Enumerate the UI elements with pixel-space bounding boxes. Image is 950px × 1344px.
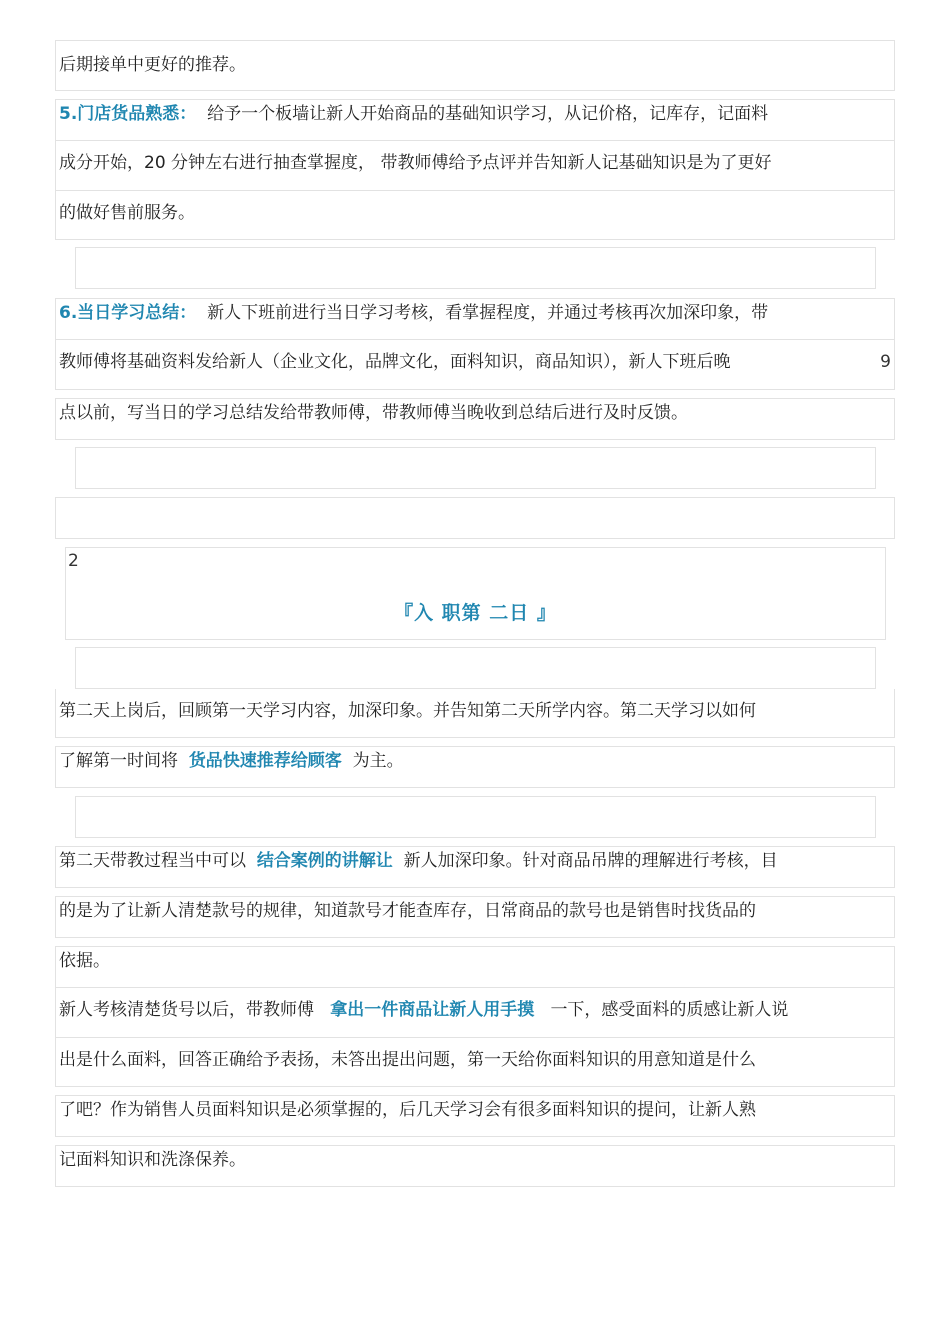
text-line [55,896,895,938]
line-text: 新人考核清楚货号以后，带教师傅 拿出一件商品让新人用手摸 一下，感受面料的质感让新人说 [59,1000,789,1020]
text-line [55,689,895,738]
text-line [55,398,895,440]
text-line [55,340,895,390]
text-line [55,298,895,340]
section-number: 2 [68,551,79,571]
text-line [55,746,895,788]
item-heading: 6.当日学习总结： [59,303,197,323]
line-text: 了吧？作为销售人员面料知识是必须掌握的，后几天学习会有很多面料知识的提问，让新人熟 [59,1100,756,1120]
item-heading: 5.门店货品熟悉： [59,104,197,124]
text-line [55,40,895,91]
line-text: 点以前，写当日的学习总结发给带教师傅，带教师傅当晚收到总结后进行及时反馈。 [59,403,688,423]
text-line [55,1145,895,1187]
text-line [55,191,895,240]
line-text: 出是什么面料，回答正确给予表扬，未答出提出问题，第一天给你面料知识的用意知道是什么 [59,1050,756,1070]
empty-line [55,497,895,539]
text-line [55,1095,895,1137]
line-text: 第二天带教过程当中可以 结合案例的讲解让 新人加深印象。针对商品吊牌的理解进行考核，目 [59,851,778,871]
text-line [55,946,895,988]
empty-line [75,647,876,689]
line-text: 6.当日学习总结： 新人下班前进行当日学习考核，看掌握程度，并通过考核再次加深印象，带 [59,303,769,323]
line-text: 记面料知识和洗涤保养。 [59,1150,246,1170]
line-text: 教师傅将基础资料发给新人（企业文化，品牌文化，面料知识，商品知识），新人下班后晚 [59,352,731,372]
highlight-text: 拿出一件商品让新人用手摸 [330,1000,535,1020]
text-line [55,988,895,1038]
line-text: 5.门店货品熟悉： 给予一个板墙让新人开始商品的基础知识学习，从记价格，记库存，记面料 [59,104,769,124]
line-text: 了解第一时间将 货品快速推荐给顾客 为主。 [59,751,404,771]
empty-line [75,447,876,489]
highlight-text: 结合案例的讲解让 [256,851,393,871]
text-line [55,99,895,141]
line-text: 依据。 [59,951,110,971]
line-text: 的是为了让新人清楚款号的规律，知道款号才能查库存，日常商品的款号也是销售时找货品的 [59,901,756,921]
line-text: 成分开始，20 分钟左右进行抽查掌握度， 带教师傅给予点评并告知新人记基础知识是为了更好 [59,153,772,173]
line-text: 第二天上岗后，回顾第一天学习内容，加深印象。并告知第二天所学内容。第二天学习以如何 [59,701,756,721]
empty-line [75,247,876,289]
text-line [55,846,895,888]
line-text: 后期接单中更好的推荐。 [59,55,246,75]
text-line [55,141,895,191]
highlight-text: 货品快速推荐给顾客 [188,751,342,771]
line-text: 的做好售前服务。 [59,203,195,223]
section-title: 『入 职第 二日 』 [394,602,557,624]
section-header [65,547,886,640]
page-number: 9 [880,352,891,372]
empty-line [75,796,876,838]
text-line [55,1038,895,1087]
